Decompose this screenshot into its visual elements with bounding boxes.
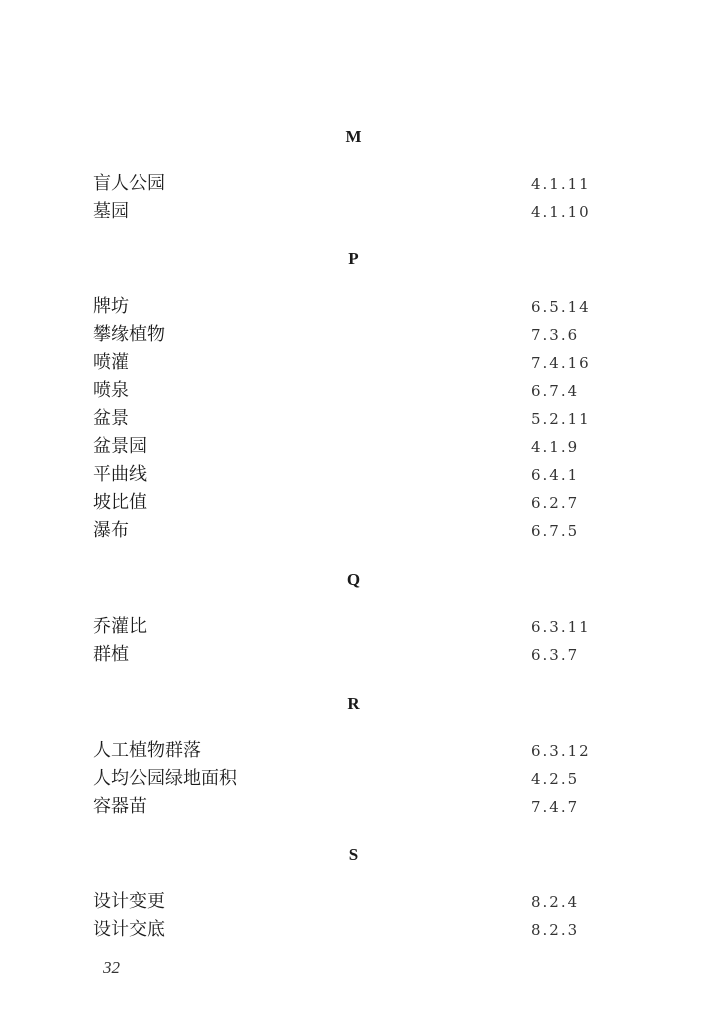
index-entry (93, 518, 613, 544)
entry-number: 7.4.16 (531, 354, 591, 372)
index-entry (93, 294, 613, 320)
entry-term: 乔灌比 (93, 616, 147, 637)
entry-number: 4.1.11 (531, 175, 591, 193)
entry-number: 7.4.7 (531, 798, 580, 816)
section-letter-s: S (348, 845, 359, 864)
entry-number: 4.1.9 (531, 438, 580, 456)
entry-term: 盆景 (93, 408, 129, 429)
entry-number: 4.2.5 (531, 770, 580, 788)
entry-term: 设计交底 (93, 919, 165, 940)
entry-term: 瀑布 (93, 520, 129, 541)
index-entry (93, 378, 613, 404)
section-letter-m: M (345, 127, 362, 146)
entry-number: 8.2.3 (531, 921, 580, 939)
entry-number: 5.2.11 (531, 410, 591, 428)
entry-number: 4.1.10 (531, 203, 591, 221)
index-entry (93, 199, 613, 225)
entry-number: 6.2.7 (531, 494, 580, 512)
index-entry (93, 642, 613, 668)
section-letter-q: Q (346, 570, 361, 589)
index-entry (93, 434, 613, 460)
entry-number: 6.3.12 (531, 742, 591, 760)
index-entry (93, 462, 613, 488)
entry-term: 牌坊 (93, 296, 129, 317)
entry-term: 攀缘植物 (93, 324, 165, 345)
entry-term: 平曲线 (93, 464, 147, 485)
section-letter-p: P (348, 249, 359, 268)
index-entry (93, 406, 613, 432)
entry-term: 群植 (93, 644, 129, 665)
entry-number: 8.2.4 (531, 893, 580, 911)
entry-number: 6.7.5 (531, 522, 580, 540)
entry-term: 盲人公园 (93, 173, 165, 194)
entry-term: 盆景园 (93, 436, 147, 457)
entry-number: 6.4.1 (531, 466, 580, 484)
entry-number: 6.3.7 (531, 646, 580, 664)
entry-term: 容器苗 (93, 796, 147, 817)
index-entry (93, 350, 613, 376)
entry-term: 设计变更 (93, 891, 165, 912)
entry-number: 6.7.4 (531, 382, 580, 400)
entry-term: 人均公园绿地面积 (93, 768, 237, 789)
index-entry (93, 738, 613, 764)
index-entry (93, 917, 613, 943)
index-entry (93, 322, 613, 348)
entry-term: 人工植物群落 (93, 740, 201, 761)
entry-number: 6.3.11 (531, 618, 591, 636)
entry-term: 喷泉 (93, 380, 129, 401)
index-entry (93, 766, 613, 792)
entry-term: 喷灌 (93, 352, 129, 373)
index-entry (93, 889, 613, 915)
entry-term: 坡比值 (93, 492, 147, 513)
entry-term: 墓园 (93, 201, 129, 222)
entry-number: 7.3.6 (531, 326, 580, 344)
section-letter-r: R (347, 694, 360, 713)
entry-number: 6.5.14 (531, 298, 591, 316)
index-entry (93, 794, 613, 820)
index-entry (93, 614, 613, 640)
index-entry (93, 490, 613, 516)
index-entry (93, 171, 613, 197)
page-number: 32 (103, 958, 120, 977)
